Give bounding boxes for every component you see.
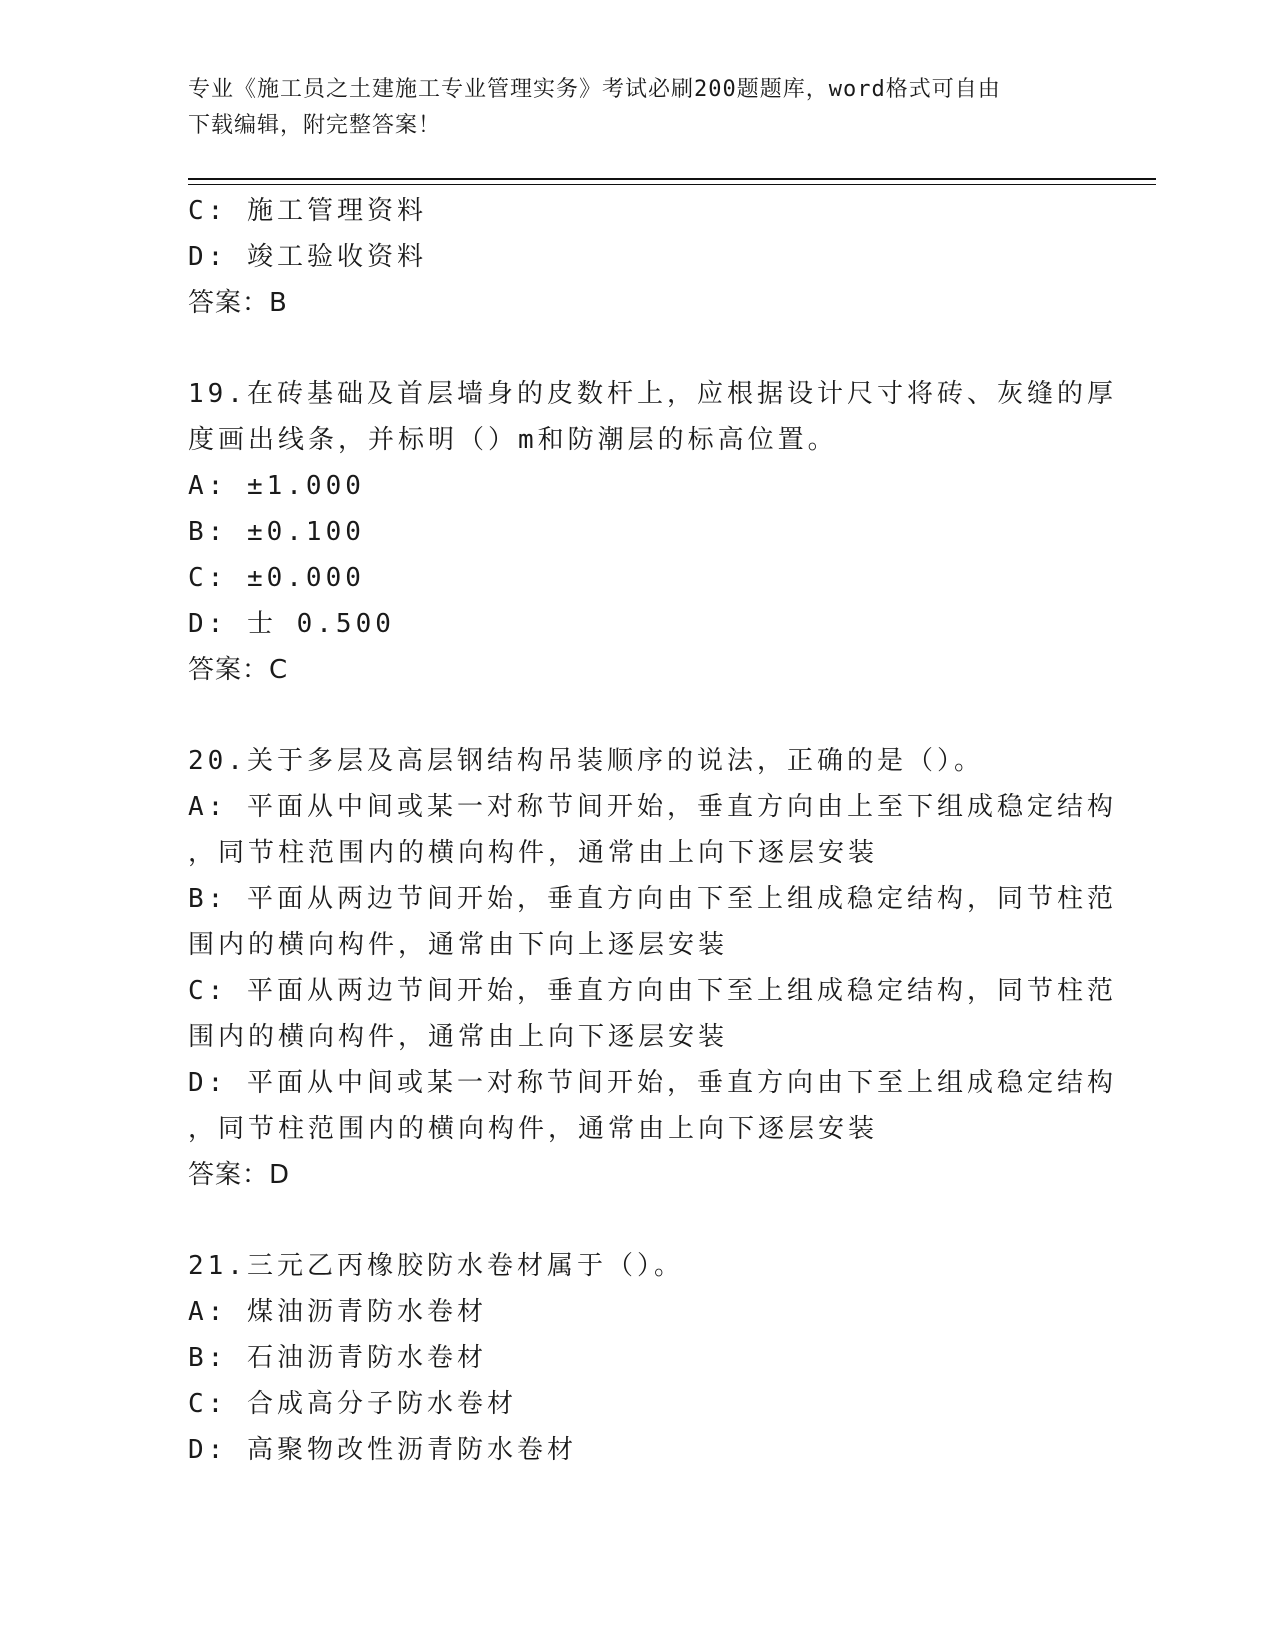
header-rule-thick bbox=[188, 178, 1156, 180]
question-21 bbox=[188, 1243, 1088, 1473]
option-d: D: 士 0.500 bbox=[188, 609, 395, 639]
option-c-continued: 围内的横向构件，通常由上向下逐层安装 bbox=[188, 1022, 729, 1052]
spacer bbox=[188, 693, 1088, 738]
option-d: D: 高聚物改性沥青防水卷材 bbox=[188, 1435, 577, 1465]
option-a: A: 平面从中间或某一对称节间开始，垂直方向由上至下组成稳定结构 bbox=[188, 792, 1117, 822]
option-a: A: ±1.000 bbox=[188, 471, 365, 501]
option-b-continued: 围内的横向构件，通常由下向上逐层安装 bbox=[188, 930, 729, 960]
answer: 答案：B bbox=[188, 288, 288, 318]
option-b: B: ±0.100 bbox=[188, 517, 365, 547]
option-d-continued: ，同节柱范围内的横向构件，通常由上向下逐层安装 bbox=[188, 1114, 879, 1144]
question-stem: 19.在砖基础及首层墙身的皮数杆上，应根据设计尺寸将砖、灰缝的厚 bbox=[188, 379, 1117, 409]
question-20 bbox=[188, 738, 1117, 1198]
answer: 答案：C bbox=[188, 655, 289, 685]
option-d: D: 平面从中间或某一对称节间开始，垂直方向由下至上组成稳定结构 bbox=[188, 1068, 1117, 1098]
question-content bbox=[188, 188, 1117, 1473]
previous-question-tail bbox=[188, 188, 1088, 326]
option-d: D: 竣工验收资料 bbox=[188, 242, 427, 272]
question-19 bbox=[188, 371, 1117, 693]
header-line-1: 专业《施工员之土建施工专业管理实务》考试必刷200题题库，word格式可自由 bbox=[188, 77, 1001, 102]
header-rule-thin bbox=[188, 184, 1156, 185]
spacer bbox=[188, 1198, 1088, 1243]
question-stem-continued: 度画出线条，并标明（）m和防潮层的标高位置。 bbox=[188, 425, 838, 455]
question-stem: 21.三元乙丙橡胶防水卷材属于（）。 bbox=[188, 1251, 684, 1281]
spacer bbox=[188, 326, 1088, 371]
option-b: B: 平面从两边节间开始，垂直方向由下至上组成稳定结构，同节柱范 bbox=[188, 884, 1117, 914]
question-stem: 20.关于多层及高层钢结构吊装顺序的说法，正确的是（）。 bbox=[188, 746, 984, 776]
option-a-continued: ，同节柱范围内的横向构件，通常由上向下逐层安装 bbox=[188, 838, 879, 868]
option-a: A: 煤油沥青防水卷材 bbox=[188, 1297, 487, 1327]
option-b: B: 石油沥青防水卷材 bbox=[188, 1343, 487, 1373]
option-c: C: 平面从两边节间开始，垂直方向由下至上组成稳定结构，同节柱范 bbox=[188, 976, 1117, 1006]
header-line-2: 下载编辑，附完整答案！ bbox=[188, 113, 442, 138]
option-c: C: 合成高分子防水卷材 bbox=[188, 1389, 517, 1419]
document-header bbox=[188, 72, 1088, 144]
option-c: C: ±0.000 bbox=[188, 563, 365, 593]
answer: 答案：D bbox=[188, 1160, 291, 1190]
option-c: C: 施工管理资料 bbox=[188, 196, 427, 226]
